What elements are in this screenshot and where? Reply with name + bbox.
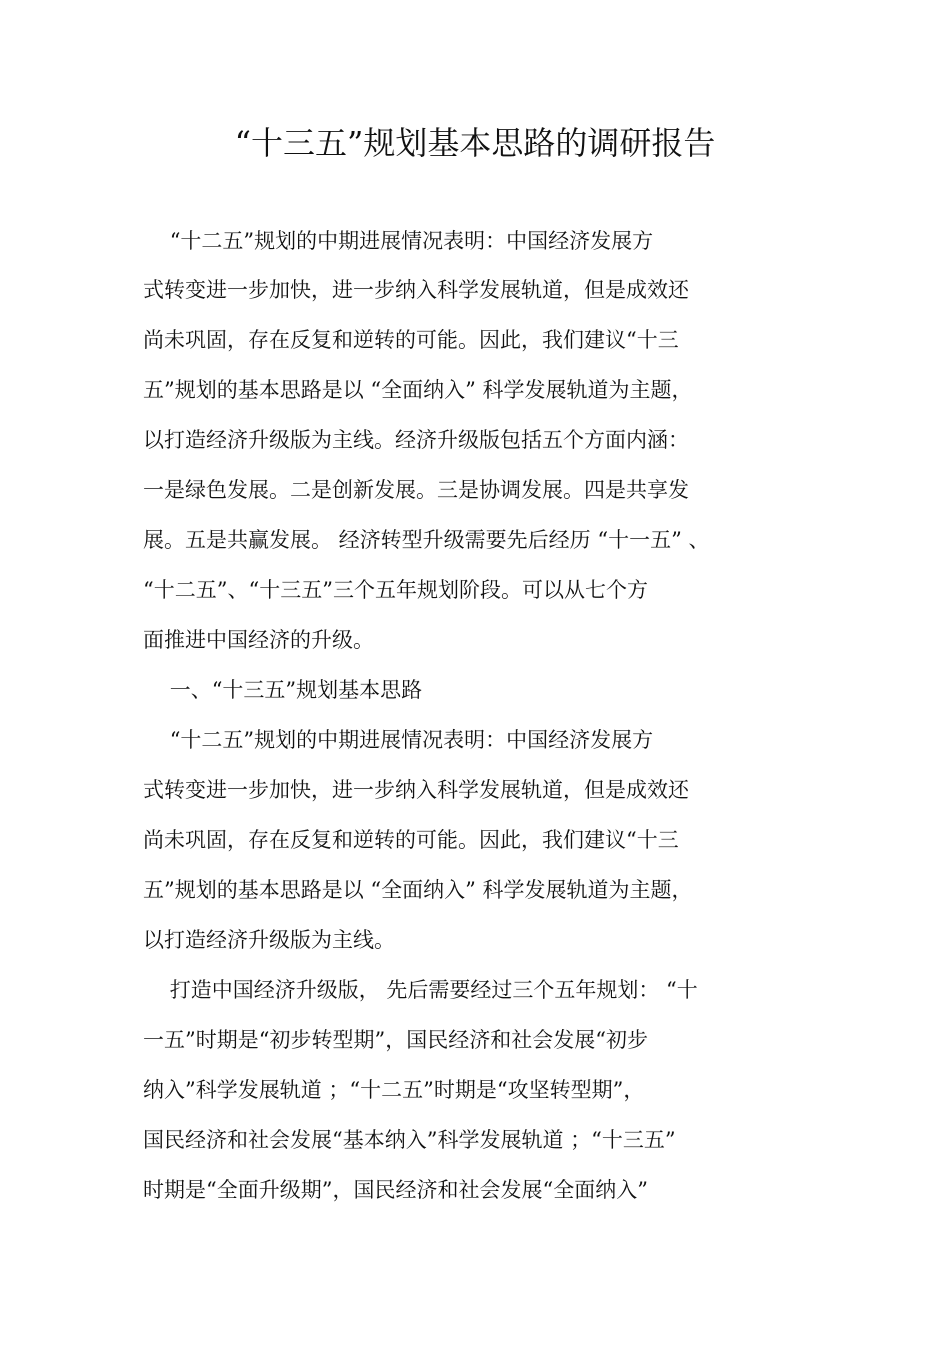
text-line: 五”规划的基本思路是以 “全面纳入” 科学发展轨道为主题， bbox=[143, 878, 693, 902]
text-line: 一五”时期是“初步转型期”，国民经济和社会发展“初步 bbox=[143, 1028, 648, 1052]
text-line: 时期是“全面升级期”，国民经济和社会发展“全面纳入” bbox=[143, 1178, 648, 1202]
text-line: “十二五”规划的中期进展情况表明：中国经济发展方 bbox=[143, 229, 654, 253]
text-line: 以打造经济升级版为主线。 bbox=[143, 928, 395, 952]
text-line: 以打造经济升级版为主线。经济升级版包括五个方面内涵： bbox=[143, 428, 689, 452]
text-line: “十二五”规划的中期进展情况表明：中国经济发展方 bbox=[143, 728, 654, 752]
document-title: “十三五”规划基本思路的调研报告 bbox=[234, 124, 716, 162]
section-heading: 一、“十三五”规划基本思路 bbox=[143, 678, 423, 702]
text-line: “十二五”、“十三五”三个五年规划阶段。可以从七个方 bbox=[143, 578, 648, 602]
text-line: 尚未巩固，存在反复和逆转的可能。因此，我们建议“十三 bbox=[143, 328, 679, 352]
text-line: 式转变进一步加快，进一步纳入科学发展轨道，但是成效还 bbox=[143, 778, 689, 802]
text-line: 国民经济和社会发展“基本纳入”科学发展轨道 ；“十三五” bbox=[143, 1128, 676, 1152]
text-line: 展。五是共赢发展。 经济转型升级需要先后经历 “十一五” 、 bbox=[143, 528, 710, 552]
text-line: 式转变进一步加快，进一步纳入科学发展轨道，但是成效还 bbox=[143, 278, 689, 302]
text-line: 一是绿色发展。二是创新发展。三是协调发展。四是共享发 bbox=[143, 478, 689, 502]
text-line: 面推进中国经济的升级。 bbox=[143, 628, 374, 652]
text-line: 尚未巩固，存在反复和逆转的可能。因此，我们建议“十三 bbox=[143, 828, 679, 852]
text-line: 打造中国经济升级版， 先后需要经过三个五年规划： “十 bbox=[143, 978, 698, 1002]
text-line: 纳入”科学发展轨道 ；“十二五”时期是“攻坚转型期”， bbox=[143, 1078, 645, 1102]
text-line: 五”规划的基本思路是以 “全面纳入” 科学发展轨道为主题， bbox=[143, 378, 693, 402]
